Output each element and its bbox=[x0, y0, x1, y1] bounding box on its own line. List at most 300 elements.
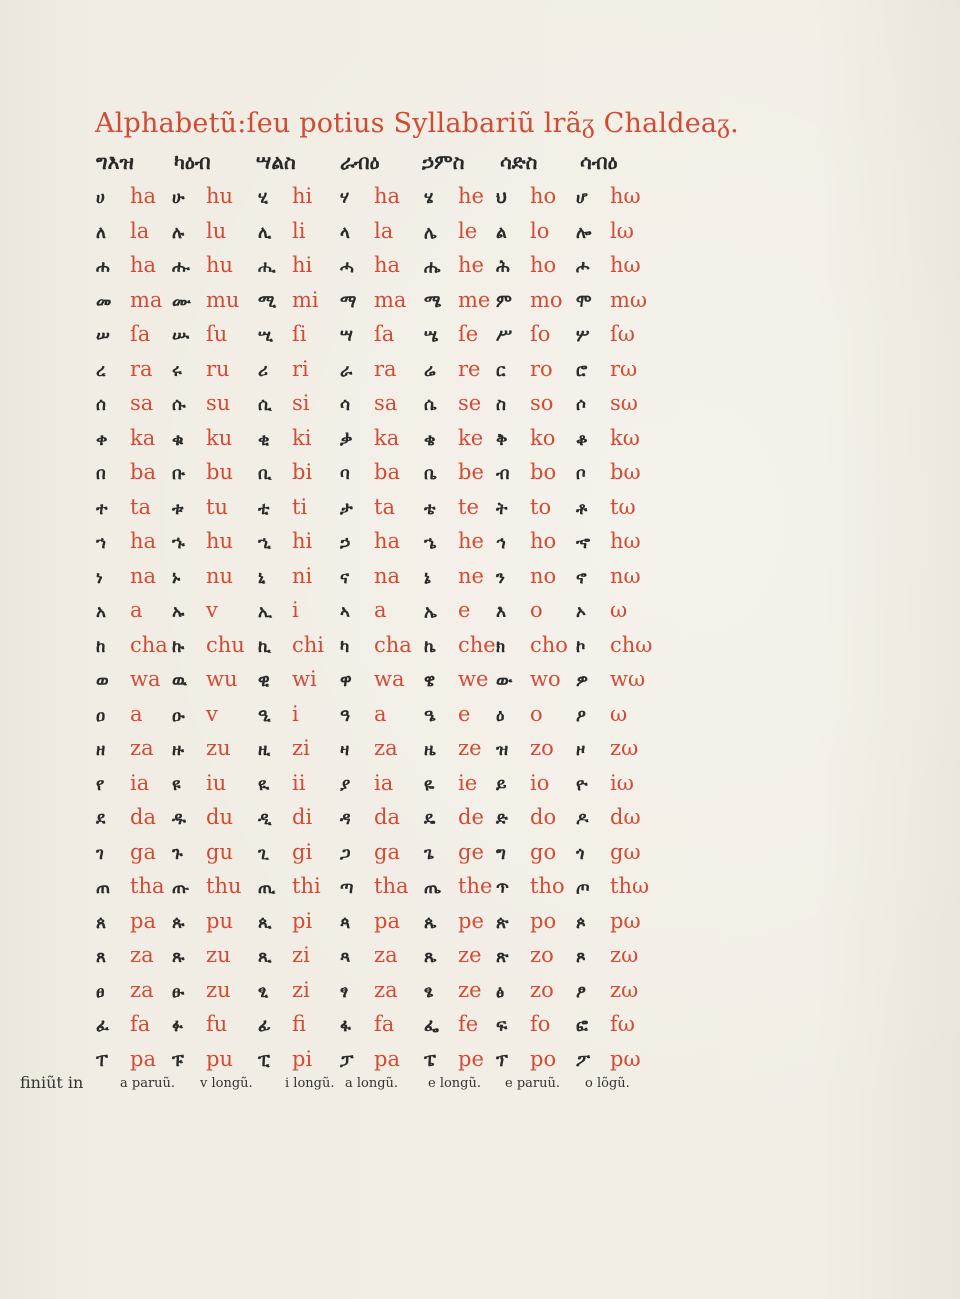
latin-transliteration: sa bbox=[130, 391, 154, 415]
latin-transliteration: ſi bbox=[292, 322, 307, 346]
ethiopic-glyph: ፋ bbox=[340, 1016, 351, 1036]
latin-transliteration: i bbox=[292, 598, 299, 622]
ethiopic-glyph: ዝ bbox=[496, 740, 509, 760]
latin-transliteration: pa bbox=[130, 908, 156, 933]
ethiopic-glyph: ሙ bbox=[172, 291, 191, 312]
latin-transliteration: pi bbox=[292, 1046, 313, 1071]
ethiopic-glyph: ፃ bbox=[340, 981, 349, 1002]
latin-transliteration: mω bbox=[610, 287, 648, 312]
table-row bbox=[0, 941, 700, 975]
latin-transliteration: pa bbox=[374, 1046, 400, 1071]
ethiopic-glyph: ና bbox=[340, 567, 350, 588]
footer-lead: finiũt in bbox=[20, 1073, 84, 1092]
latin-transliteration: lo bbox=[530, 218, 550, 243]
latin-transliteration: wa bbox=[130, 667, 161, 691]
ethiopic-glyph: ጦ bbox=[576, 878, 590, 898]
latin-transliteration: lω bbox=[610, 218, 634, 243]
ethiopic-glyph: ቡ bbox=[172, 464, 186, 484]
latin-transliteration: zω bbox=[610, 977, 639, 1002]
order-header-5: ኃምስ bbox=[422, 150, 465, 174]
table-row bbox=[0, 320, 700, 354]
ethiopic-glyph: ሂ bbox=[258, 188, 268, 208]
ethiopic-glyph: ር bbox=[496, 360, 506, 381]
latin-transliteration: to bbox=[530, 494, 552, 519]
ethiopic-glyph: ኃ bbox=[340, 533, 351, 553]
latin-transliteration: de bbox=[458, 805, 484, 829]
latin-transliteration: be bbox=[458, 460, 484, 484]
ethiopic-glyph: ነ bbox=[96, 567, 103, 588]
ethiopic-glyph: ታ bbox=[340, 498, 353, 519]
latin-transliteration: chu bbox=[206, 632, 245, 657]
ethiopic-glyph: ዲ bbox=[258, 809, 272, 829]
ethiopic-glyph: ፎ bbox=[576, 1016, 588, 1036]
ethiopic-glyph: ሁ bbox=[172, 188, 185, 208]
ethiopic-glyph: ዐ bbox=[96, 705, 106, 726]
latin-transliteration: ku bbox=[206, 425, 233, 450]
latin-transliteration: the bbox=[458, 874, 493, 898]
latin-transliteration: wi bbox=[292, 667, 317, 691]
latin-transliteration: ga bbox=[130, 839, 156, 864]
latin-transliteration: ga bbox=[374, 839, 400, 864]
ethiopic-glyph: የ bbox=[96, 774, 105, 795]
ethiopic-glyph: ሒ bbox=[258, 257, 276, 277]
latin-transliteration: fa bbox=[374, 1012, 395, 1036]
ethiopic-glyph: ዬ bbox=[424, 774, 435, 795]
latin-transliteration: po bbox=[530, 1046, 557, 1071]
latin-transliteration: zo bbox=[530, 736, 554, 760]
ethiopic-glyph: ሮ bbox=[576, 360, 588, 381]
latin-transliteration: ſe bbox=[458, 322, 479, 346]
ethiopic-glyph: ወ bbox=[96, 671, 109, 691]
table-row bbox=[0, 527, 700, 561]
ethiopic-glyph: ጥ bbox=[496, 878, 509, 898]
latin-transliteration: pi bbox=[292, 908, 313, 933]
ethiopic-glyph: ም bbox=[496, 291, 512, 312]
ethiopic-glyph: ጼ bbox=[424, 947, 437, 967]
latin-transliteration: zo bbox=[530, 977, 554, 1002]
ethiopic-glyph: ጳ bbox=[340, 912, 351, 933]
latin-transliteration: ſo bbox=[530, 322, 551, 346]
order-header-7: ሳብዕ bbox=[580, 150, 618, 174]
ethiopic-glyph: ኢ bbox=[258, 602, 272, 622]
latin-transliteration: v bbox=[206, 598, 218, 622]
latin-transliteration: ka bbox=[130, 425, 156, 450]
latin-transliteration: fi bbox=[292, 1012, 307, 1036]
latin-transliteration: du bbox=[206, 805, 233, 829]
latin-transliteration: zu bbox=[206, 736, 231, 760]
latin-transliteration: ha bbox=[130, 184, 157, 208]
latin-transliteration: re bbox=[458, 356, 481, 381]
latin-transliteration: zi bbox=[292, 977, 310, 1002]
ethiopic-glyph: ሄ bbox=[424, 188, 434, 208]
latin-transliteration: hi bbox=[292, 253, 313, 277]
latin-transliteration: ka bbox=[374, 425, 400, 450]
footer-vowel-note: i longũ. bbox=[285, 1076, 335, 1091]
ethiopic-glyph: ሀ bbox=[96, 188, 105, 208]
latin-transliteration: rω bbox=[610, 356, 638, 381]
latin-transliteration: ſω bbox=[610, 322, 635, 346]
latin-transliteration: e bbox=[458, 701, 471, 726]
ethiopic-glyph: ከ bbox=[96, 636, 106, 657]
latin-transliteration: o bbox=[530, 701, 543, 726]
latin-transliteration: he bbox=[458, 253, 484, 277]
latin-transliteration: ze bbox=[458, 977, 482, 1002]
latin-transliteration: ia bbox=[374, 770, 394, 795]
ethiopic-glyph: ሓ bbox=[340, 257, 354, 277]
latin-transliteration: ſa bbox=[374, 322, 395, 346]
latin-transliteration: bo bbox=[530, 460, 557, 484]
footer-vowel-note: v longũ. bbox=[200, 1076, 253, 1091]
latin-transliteration: li bbox=[292, 218, 306, 243]
table-row bbox=[0, 872, 700, 906]
latin-transliteration: wo bbox=[530, 667, 561, 691]
ethiopic-glyph: ፂ bbox=[258, 981, 269, 1002]
latin-transliteration: mu bbox=[206, 287, 240, 312]
ethiopic-glyph: ያ bbox=[340, 774, 351, 795]
latin-transliteration: zω bbox=[610, 736, 639, 760]
latin-transliteration: bu bbox=[206, 460, 233, 484]
ethiopic-glyph: ሳ bbox=[340, 395, 350, 415]
latin-transliteration: fω bbox=[610, 1012, 635, 1036]
latin-transliteration: ha bbox=[374, 184, 401, 208]
ethiopic-glyph: ጻ bbox=[340, 947, 351, 967]
latin-transliteration: fa bbox=[130, 1012, 151, 1036]
table-row bbox=[0, 596, 700, 630]
ethiopic-glyph: ፆ bbox=[576, 981, 586, 1002]
ethiopic-glyph: ቦ bbox=[576, 464, 586, 484]
latin-transliteration: thω bbox=[610, 874, 650, 898]
latin-transliteration: fo bbox=[530, 1012, 551, 1036]
ethiopic-glyph: ተ bbox=[96, 498, 108, 519]
latin-transliteration: le bbox=[458, 218, 478, 243]
ethiopic-glyph: ሉ bbox=[172, 222, 185, 243]
ethiopic-glyph: ጸ bbox=[96, 947, 106, 967]
ethiopic-glyph: ጣ bbox=[340, 878, 354, 898]
latin-transliteration: ne bbox=[458, 563, 484, 588]
latin-transliteration: hu bbox=[206, 529, 234, 553]
table-row bbox=[0, 734, 700, 768]
latin-transliteration: ii bbox=[292, 770, 306, 795]
ethiopic-glyph: ሃ bbox=[340, 188, 350, 208]
order-header-4: ራብዕ bbox=[340, 150, 380, 174]
table-row bbox=[0, 562, 700, 596]
latin-transliteration: ſu bbox=[206, 322, 228, 346]
latin-transliteration: ra bbox=[374, 356, 397, 381]
ethiopic-glyph: ጢ bbox=[258, 878, 276, 898]
latin-transliteration: ra bbox=[130, 356, 153, 381]
ethiopic-glyph: ፖ bbox=[576, 1050, 590, 1071]
latin-transliteration: chi bbox=[292, 632, 325, 657]
latin-transliteration: ha bbox=[130, 253, 157, 277]
ethiopic-glyph: ማ bbox=[340, 291, 357, 312]
ethiopic-glyph: ጴ bbox=[424, 912, 437, 933]
ethiopic-glyph: ሖ bbox=[576, 257, 590, 277]
table-row bbox=[0, 389, 700, 423]
ethiopic-glyph: ኤ bbox=[424, 602, 437, 622]
ethiopic-glyph: ሜ bbox=[424, 291, 442, 312]
ethiopic-glyph: ራ bbox=[340, 360, 353, 381]
ethiopic-glyph: ፌ bbox=[424, 1016, 439, 1036]
table-row bbox=[0, 251, 700, 285]
latin-transliteration: na bbox=[130, 563, 157, 588]
ethiopic-glyph: ሦ bbox=[576, 326, 590, 346]
latin-transliteration: ze bbox=[458, 943, 482, 967]
ethiopic-glyph: ሌ bbox=[424, 222, 437, 243]
ethiopic-glyph: ቀ bbox=[96, 429, 108, 450]
table-row bbox=[0, 493, 700, 527]
latin-transliteration: la bbox=[130, 218, 150, 243]
ethiopic-glyph: ጡ bbox=[172, 878, 190, 898]
ethiopic-glyph: ጾ bbox=[576, 947, 586, 967]
ethiopic-glyph: ኁ bbox=[172, 533, 185, 553]
ethiopic-glyph: ዛ bbox=[340, 740, 350, 760]
latin-transliteration: thu bbox=[206, 874, 242, 898]
latin-transliteration: zu bbox=[206, 977, 231, 1002]
ethiopic-glyph: ፀ bbox=[96, 981, 105, 1002]
latin-transliteration: cho bbox=[530, 632, 568, 657]
table-row bbox=[0, 907, 700, 941]
ethiopic-glyph: ዎ bbox=[576, 671, 589, 691]
latin-transliteration: ti bbox=[292, 494, 308, 519]
latin-transliteration: pa bbox=[130, 1046, 156, 1071]
latin-transliteration: wa bbox=[374, 667, 405, 691]
latin-transliteration: ba bbox=[130, 460, 156, 484]
latin-transliteration: no bbox=[530, 563, 557, 588]
latin-transliteration: tha bbox=[374, 874, 409, 898]
latin-transliteration: he bbox=[458, 529, 484, 553]
latin-transliteration: fe bbox=[458, 1012, 479, 1036]
ethiopic-glyph: ሆ bbox=[576, 188, 588, 208]
ethiopic-glyph: ፊ bbox=[258, 1016, 271, 1036]
latin-transliteration: hω bbox=[610, 529, 641, 553]
ethiopic-glyph: ኂ bbox=[258, 533, 271, 553]
ethiopic-glyph: ጰ bbox=[96, 912, 107, 933]
latin-transliteration: da bbox=[374, 805, 400, 829]
latin-transliteration: po bbox=[530, 908, 557, 933]
latin-transliteration: sω bbox=[610, 391, 638, 415]
table-row bbox=[0, 355, 700, 389]
latin-transliteration: we bbox=[458, 667, 489, 691]
ethiopic-glyph: ረ bbox=[96, 360, 106, 381]
latin-transliteration: pu bbox=[206, 908, 233, 933]
ethiopic-glyph: ቢ bbox=[258, 464, 272, 484]
ethiopic-glyph: ኑ bbox=[172, 567, 181, 588]
ethiopic-glyph: ዱ bbox=[172, 809, 186, 829]
latin-transliteration: ta bbox=[130, 494, 151, 519]
ethiopic-glyph: ቃ bbox=[340, 429, 353, 450]
latin-transliteration: ko bbox=[530, 425, 556, 450]
ethiopic-glyph: ዊ bbox=[258, 671, 270, 691]
ethiopic-glyph: ኔ bbox=[424, 567, 431, 588]
latin-transliteration: na bbox=[374, 563, 401, 588]
ethiopic-glyph: ካ bbox=[340, 636, 350, 657]
ethiopic-glyph: ደ bbox=[96, 809, 106, 829]
latin-transliteration: tω bbox=[610, 494, 636, 519]
ethiopic-glyph: ዙ bbox=[172, 740, 184, 760]
latin-transliteration: zu bbox=[206, 943, 231, 967]
ethiopic-glyph: ዞ bbox=[576, 740, 586, 760]
ethiopic-glyph: ት bbox=[496, 498, 508, 519]
latin-transliteration: ni bbox=[292, 563, 313, 588]
ethiopic-glyph: ሶ bbox=[576, 395, 586, 415]
ethiopic-glyph: ዩ bbox=[172, 774, 181, 795]
latin-transliteration: ru bbox=[206, 356, 230, 381]
latin-transliteration: thi bbox=[292, 874, 321, 898]
latin-transliteration: da bbox=[130, 805, 156, 829]
table-row bbox=[0, 286, 700, 320]
ethiopic-glyph: ቁ bbox=[172, 429, 184, 450]
order-header-1: ግእዝ bbox=[96, 150, 134, 174]
latin-transliteration: ſa bbox=[130, 322, 151, 346]
table-row bbox=[0, 803, 700, 837]
latin-transliteration: za bbox=[130, 736, 154, 760]
latin-transliteration: zi bbox=[292, 943, 310, 967]
latin-transliteration: ke bbox=[458, 425, 484, 450]
latin-transliteration: che bbox=[458, 632, 496, 657]
ethiopic-glyph: ድ bbox=[496, 809, 508, 829]
latin-transliteration: a bbox=[374, 598, 387, 622]
ethiopic-glyph: ኄ bbox=[424, 533, 437, 553]
ethiopic-glyph: ፑ bbox=[172, 1050, 184, 1071]
ethiopic-glyph: ዕ bbox=[496, 705, 505, 726]
ethiopic-glyph: ጠ bbox=[96, 878, 111, 898]
ethiopic-glyph: ጽ bbox=[496, 947, 509, 967]
ethiopic-glyph: ፓ bbox=[340, 1050, 354, 1071]
latin-transliteration: mo bbox=[530, 287, 563, 312]
latin-transliteration: wu bbox=[206, 667, 238, 691]
ethiopic-glyph: ዔ bbox=[424, 705, 436, 726]
latin-transliteration: ia bbox=[130, 770, 150, 795]
latin-transliteration: a bbox=[374, 701, 387, 726]
ethiopic-glyph: ዌ bbox=[424, 671, 436, 691]
order-header-2: ካዕብ bbox=[174, 150, 211, 174]
ethiopic-glyph: ኀ bbox=[96, 533, 106, 553]
latin-transliteration: nu bbox=[206, 563, 234, 588]
ethiopic-glyph: አ bbox=[96, 602, 106, 622]
table-row bbox=[0, 1045, 700, 1079]
ethiopic-glyph: ባ bbox=[340, 464, 350, 484]
ethiopic-glyph: ፅ bbox=[496, 981, 505, 1002]
latin-transliteration: nω bbox=[610, 563, 641, 588]
ethiopic-glyph: ሴ bbox=[424, 395, 437, 415]
table-row bbox=[0, 665, 700, 699]
ethiopic-glyph: ፒ bbox=[258, 1050, 270, 1071]
table-row bbox=[0, 458, 700, 492]
table-row bbox=[0, 217, 700, 251]
ethiopic-glyph: ሥ bbox=[496, 326, 513, 346]
ethiopic-glyph: ዴ bbox=[424, 809, 436, 829]
ethiopic-glyph: ሬ bbox=[424, 360, 436, 381]
latin-transliteration: tha bbox=[130, 874, 165, 898]
latin-transliteration: za bbox=[130, 943, 154, 967]
latin-transliteration: ho bbox=[530, 253, 557, 277]
ethiopic-glyph: ፔ bbox=[424, 1050, 436, 1071]
ethiopic-glyph: ሡ bbox=[172, 326, 190, 346]
ethiopic-glyph: ጱ bbox=[172, 912, 185, 933]
latin-transliteration: pa bbox=[374, 908, 400, 933]
latin-transliteration: ma bbox=[374, 287, 407, 312]
ethiopic-glyph: ፍ bbox=[496, 1016, 508, 1036]
latin-transliteration: pe bbox=[458, 1046, 484, 1071]
latin-transliteration: ha bbox=[374, 253, 401, 277]
ethiopic-glyph: ዒ bbox=[258, 705, 271, 726]
ethiopic-glyph: ጺ bbox=[258, 947, 272, 967]
latin-transliteration: se bbox=[458, 391, 482, 415]
latin-transliteration: zi bbox=[292, 736, 310, 760]
latin-transliteration: o bbox=[530, 598, 543, 622]
ethiopic-glyph: ሣ bbox=[340, 326, 354, 346]
ethiopic-glyph: ቶ bbox=[576, 498, 588, 519]
latin-transliteration: zo bbox=[530, 943, 554, 967]
ethiopic-glyph: ሩ bbox=[172, 360, 182, 381]
ethiopic-glyph: ጋ bbox=[340, 843, 351, 864]
ethiopic-glyph: ፉ bbox=[172, 1016, 183, 1036]
latin-transliteration: pu bbox=[206, 1046, 233, 1071]
latin-transliteration: iω bbox=[610, 770, 634, 795]
ethiopic-glyph: ው bbox=[496, 671, 513, 691]
latin-transliteration: ta bbox=[374, 494, 395, 519]
latin-transliteration: fu bbox=[206, 1012, 228, 1036]
ethiopic-glyph: ዑ bbox=[172, 705, 185, 726]
ethiopic-glyph: ቱ bbox=[172, 498, 184, 519]
ethiopic-glyph: ሪ bbox=[258, 360, 268, 381]
ethiopic-glyph: ጲ bbox=[258, 912, 272, 933]
footer-vowel-note: o lõgũ. bbox=[585, 1076, 630, 1091]
latin-transliteration: gi bbox=[292, 839, 313, 864]
latin-transliteration: io bbox=[530, 770, 550, 795]
latin-transliteration: dω bbox=[610, 805, 641, 829]
ethiopic-glyph: ዚ bbox=[258, 740, 271, 760]
ethiopic-glyph: ኮ bbox=[576, 636, 586, 657]
latin-transliteration: iu bbox=[206, 770, 227, 795]
latin-transliteration: su bbox=[206, 391, 231, 415]
ethiopic-glyph: መ bbox=[96, 291, 112, 312]
latin-transliteration: he bbox=[458, 184, 484, 208]
ethiopic-glyph: ሠ bbox=[96, 326, 110, 346]
ethiopic-glyph: ዋ bbox=[340, 671, 352, 691]
latin-transliteration: ie bbox=[458, 770, 478, 795]
latin-transliteration: ro bbox=[530, 356, 553, 381]
latin-transliteration: cha bbox=[374, 632, 412, 657]
latin-transliteration: ba bbox=[374, 460, 400, 484]
table-row bbox=[0, 1010, 700, 1044]
ethiopic-glyph: በ bbox=[96, 464, 106, 484]
ethiopic-glyph: ህ bbox=[496, 188, 507, 208]
ethiopic-glyph: ሲ bbox=[258, 395, 272, 415]
latin-transliteration: za bbox=[374, 977, 398, 1002]
latin-transliteration: di bbox=[292, 805, 313, 829]
latin-transliteration: do bbox=[530, 805, 557, 829]
table-row bbox=[0, 700, 700, 734]
latin-transliteration: gω bbox=[610, 839, 641, 864]
latin-transliteration: ha bbox=[130, 529, 157, 553]
ethiopic-glyph: ጶ bbox=[576, 912, 586, 933]
ethiopic-glyph: ሐ bbox=[96, 257, 110, 277]
ethiopic-glyph: ዳ bbox=[340, 809, 351, 829]
footer-vowel-note: e paruũ. bbox=[505, 1076, 560, 1091]
ethiopic-glyph: ቴ bbox=[424, 498, 436, 519]
ethiopic-glyph: ሎ bbox=[576, 222, 592, 243]
ethiopic-glyph: ሢ bbox=[258, 326, 273, 346]
ethiopic-glyph: ዜ bbox=[424, 740, 436, 760]
ethiopic-glyph: ዉ bbox=[172, 671, 187, 691]
ethiopic-glyph: ይ bbox=[496, 774, 507, 795]
ethiopic-glyph: ፕ bbox=[496, 1050, 508, 1071]
footer-vowel-note: e longũ. bbox=[428, 1076, 482, 1091]
ethiopic-glyph: እ bbox=[496, 602, 507, 622]
ethiopic-glyph: ጌ bbox=[424, 843, 435, 864]
ethiopic-glyph: ሱ bbox=[172, 395, 186, 415]
